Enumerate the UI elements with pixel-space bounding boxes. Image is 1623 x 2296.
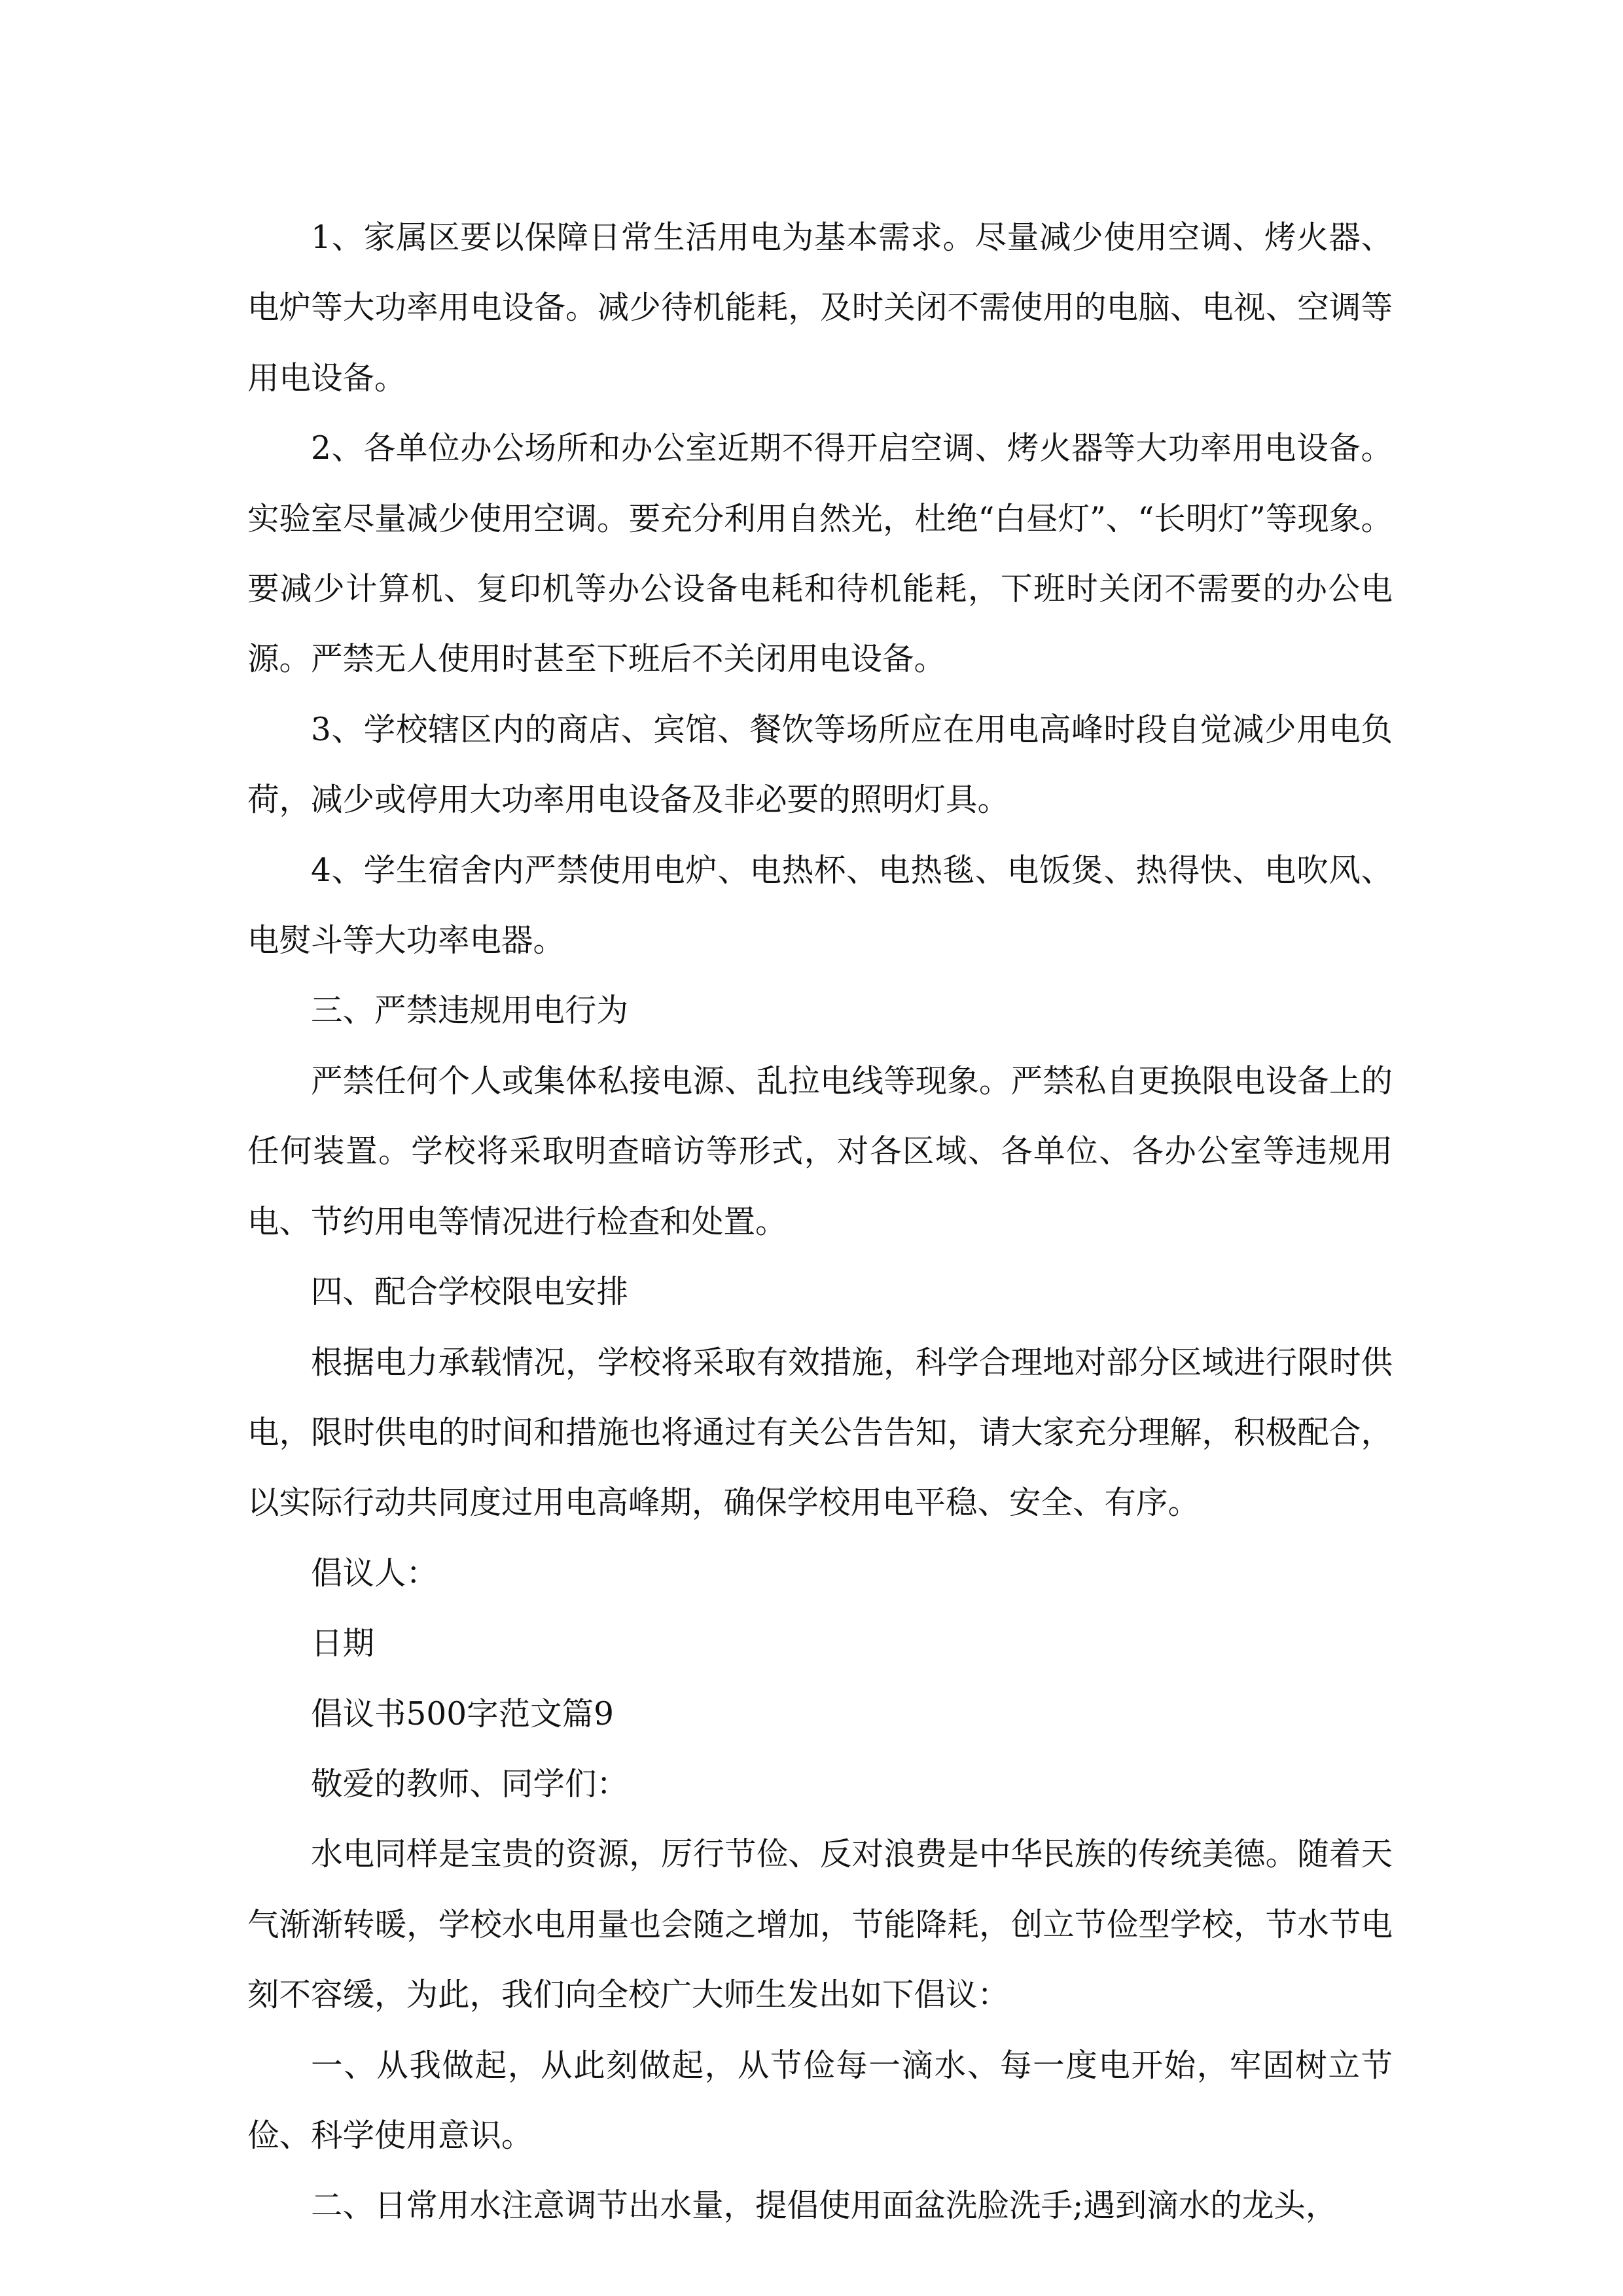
paragraph-item-2-offices: 2、各单位办公场所和办公室近期不得开启空调、烤火器等大功率用电设备。实验室尽量减少使用空调。要充分利用自然光，杜绝“白昼灯”、“长明灯”等现象。要减少计算机、复印机等办公设备电耗和待机能耗，下班时关闭不需要的办公电源。严禁无人使用时甚至下班后不关闭用电设备。 [247,430,1393,678]
section-heading-4: 四、配合学校限电安排 [311,1274,629,1311]
signature-line: 倡议人： [311,1554,438,1592]
paragraph-prohibition: 严禁任何个人或集体私接电源、乱拉电线等现象。严禁私自更换限电设备上的任何装置。学校将采取明查暗访等形式，对各区域、各单位、各办公室等违规用电、节约用电等情况进行检查和处置。 [247,1062,1393,1240]
document-body [247,203,1393,2242]
paragraph-introduction: 水电同样是宝贵的资源，厉行节俭、反对浪费是中华民族的传统美德。随着天气渐渐转暖，学校水电用量也会随之增加，节能降耗，创立节俭型学校，节水节电刻不容缓，为此，我们向全校广大师生发出如下倡议： [247,1836,1393,2014]
paragraph-item-4-dormitories: 4、学生宿舍内严禁使用电炉、电热杯、电热毯、电饭煲、热得快、电吹风、电熨斗等大功率电器。 [247,852,1393,960]
paragraph-point-2: 二、日常用水注意调节出水量，提倡使用面盆洗脸洗手;遇到滴水的龙头， [311,2187,1338,2225]
paragraph-item-3-businesses: 3、学校辖区内的商店、宾馆、餐饮等场所应在用电高峰时段自觉减少用电负荷，减少或停用大功率用电设备及非必要的照明灯具。 [247,711,1393,819]
paragraph-power-limits: 根据电力承载情况，学校将采取有效措施，科学合理地对部分区域进行限时供电，限时供电的时间和措施也将通过有关公告告知，请大家充分理解，积极配合，以实际行动共同度过用电高峰期，确保学校用电平稳、安全、有序。 [247,1344,1393,1522]
section-heading-3: 三、严禁违规用电行为 [311,992,629,1030]
date-line: 日期 [311,1625,375,1662]
paragraph-point-1: 一、从我做起，从此刻做起，从节俭每一滴水、每一度电开始，牢固树立节俭、科学使用意识。 [247,2047,1393,2154]
salutation: 敬爱的教师、同学们： [311,1765,629,1803]
article-title: 倡议书500字范文篇9 [311,1695,614,1732]
paragraph-item-1-household: 1、家属区要以保障日常生活用电为基本需求。尽量减少使用空调、烤火器、电炉等大功率用电设备。减少待机能耗，及时关闭不需使用的电脑、电视、空调等用电设备。 [247,219,1393,397]
